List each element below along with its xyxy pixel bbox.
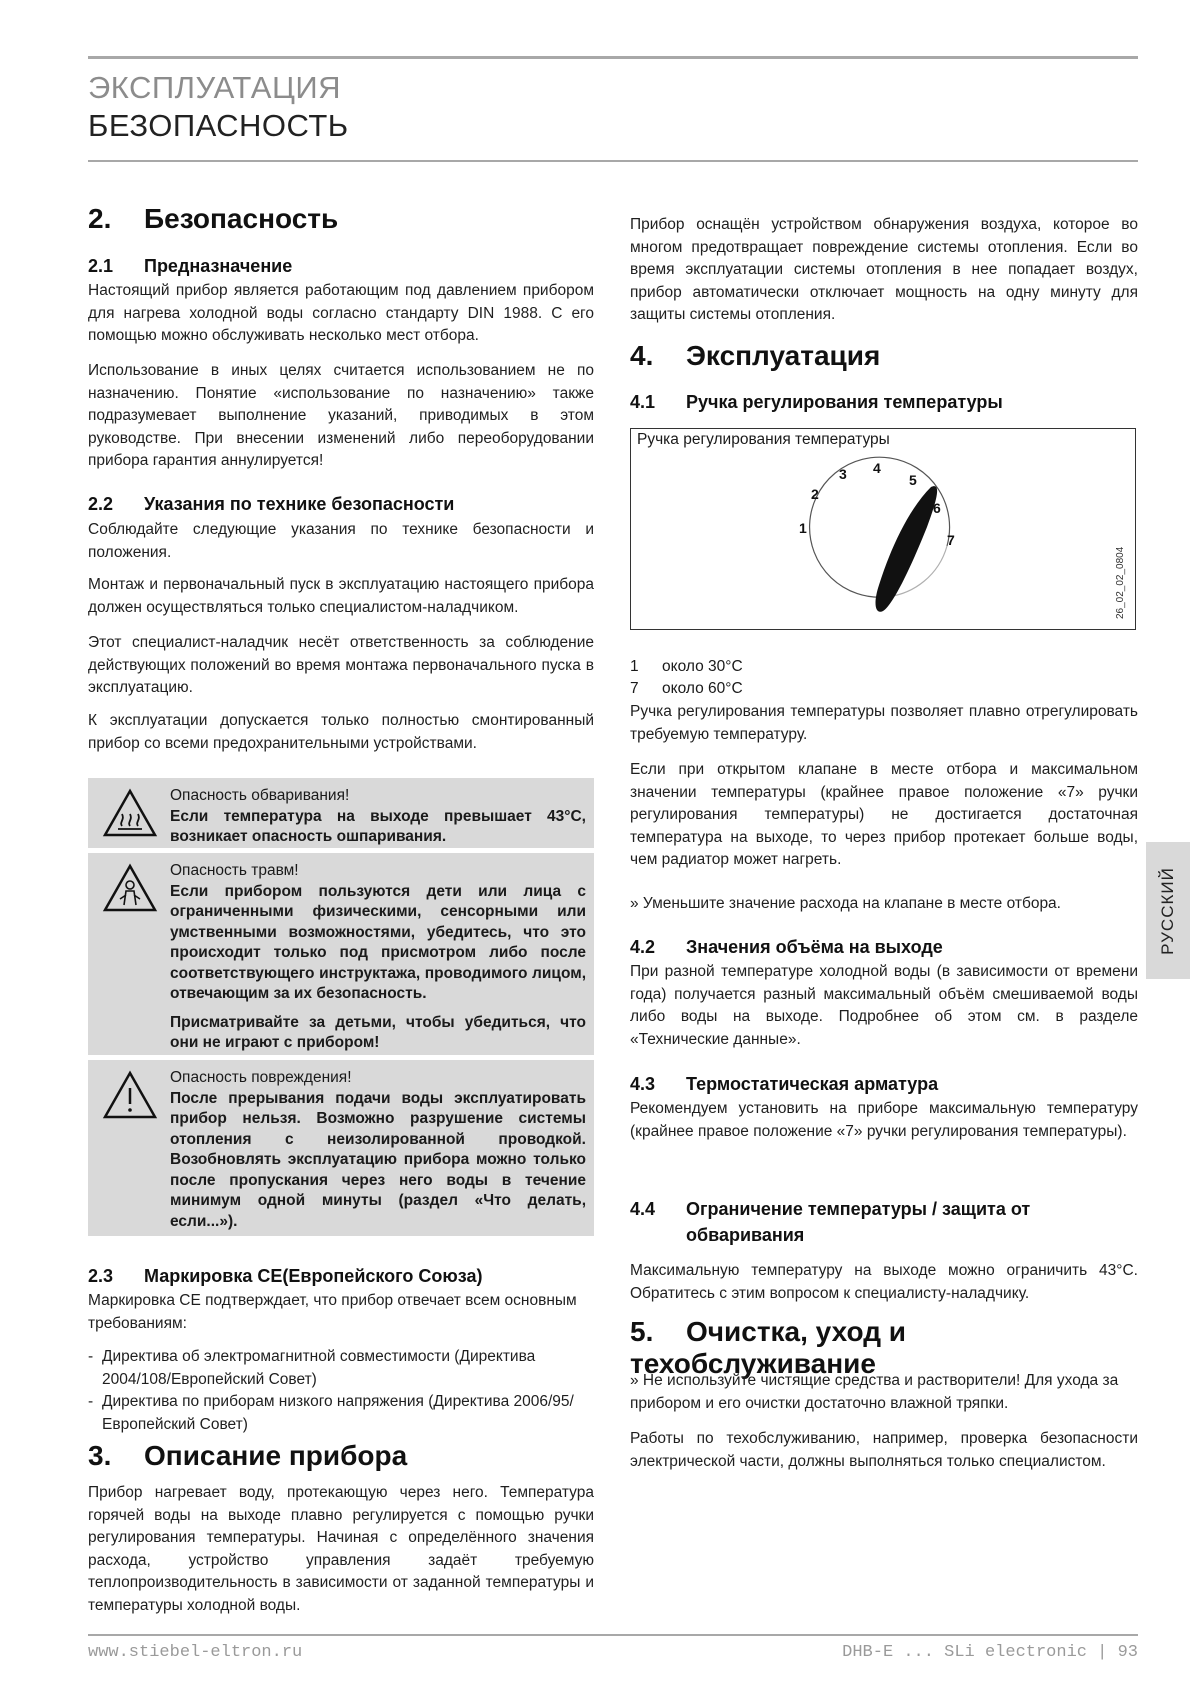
- section-4-2-paragraph-1: При разной температуре холодной воды (в зависимости от времени года) получается разный максимальный объём смешиваемой воды либо воды на выходе. Подробнее об этом см. в разделе «Технические данные».: [630, 963, 1138, 1048]
- section-4-3-heading: 4.3 Термостатическая арматура: [630, 1074, 939, 1094]
- section-5-paragraph-1: Работы по техобслуживанию, например, проверка безопасности электрической части, должны выполняться только специалистом.: [630, 1430, 1138, 1470]
- section-4-1-paragraph-1: Ручка регулирования температуры позволяет плавно отрегулировать требуемую температуру.: [630, 703, 1138, 743]
- knob-mark-7: 7: [947, 532, 955, 548]
- warning-scald: [88, 778, 594, 848]
- figure-caption: Ручка регулирования температуры: [637, 431, 890, 448]
- language-tab: РУССКИЙ: [1146, 842, 1190, 979]
- warning-injury-title: Опасность травм!: [170, 862, 299, 879]
- warning-damage-text: После прерывания подачи воды эксплуатировать прибор нельзя. Возможно разрушение системы отопления с неизолированной проводкой. Возобновлять эксплуатацию прибора можно только после пропускания через него воды в течение минимум одной минуты (раздел «Что делать, если...»).: [170, 1089, 586, 1230]
- section-5-heading: 5. Очистка, уход и техобслуживание: [630, 1316, 906, 1379]
- knob-mark-1: 1: [799, 520, 807, 536]
- section-2-1-paragraph-2: Использование в иных целях считается использованием не по назначению. Понятие «использование по назначению» также подразумевает выполнение указаний, приводимых в этом руководстве. При внесении изменений либо переоборудовании прибора гарантия аннулируется!: [88, 362, 594, 469]
- section-4-3-paragraph-1: Рекомендуем установить на приборе максимальную температуру (крайнее правое положение «7» ручки регулирования температуры).: [630, 1100, 1138, 1140]
- section-2-2-paragraph-3: Этот специалист-наладчик несёт ответственность за соблюдение действующих положений во время монтажа первоначального пуска в эксплуатацию.: [88, 634, 594, 696]
- section-4-1-instruction: » Уменьшите значение расхода на клапане в месте отбора.: [630, 895, 1061, 912]
- temperature-knob-figure: [630, 428, 1136, 630]
- knob-pointer: [876, 486, 938, 612]
- hot-surface-warning-icon: [102, 788, 158, 838]
- warning-scald-text: Если температура на выходе превышает 43°C, возникает опасность ошпаривания.: [170, 807, 586, 845]
- injury-warning-icon: [102, 863, 158, 913]
- chapter-label: ЭКСПЛУАТАЦИЯ: [88, 70, 342, 105]
- top-rule: [88, 56, 1138, 59]
- section-2-2-paragraph-1: Соблюдайте следующие указания по технике безопасности и положения.: [88, 521, 594, 561]
- section-4-heading: 4. Эксплуатация: [630, 340, 881, 371]
- section-3-paragraph-2: Прибор оснащён устройством обнаружения воздуха, которое во многом предотвращает повреждение системы отопления. Если во время эксплуатации системы отопления в нее попадает воздух, прибор автоматически отключает мощность на одну минуту для защиты системы отопления.: [630, 216, 1138, 323]
- section-4-4-heading: 4.4 Ограничение температуры / защита от обваривания: [630, 1199, 1031, 1245]
- legend-row: 1 около 30°C: [630, 658, 743, 675]
- section-2-1-paragraph-1: Настоящий прибор является работающим под давлением прибором для нагрева холодной воды согласно стандарту DIN 1988. С его помощью можно обслуживать несколько мест отбора.: [88, 282, 594, 344]
- knob-mark-3: 3: [839, 466, 847, 482]
- figure-code: 26_02_02_0804: [1115, 546, 1126, 619]
- legend-row: 7 около 60°C: [630, 680, 743, 697]
- section-2-1-heading: 2.1 Предназначение: [88, 256, 293, 276]
- figure-legend: [630, 656, 1138, 700]
- knob-mark-5: 5: [909, 472, 917, 488]
- warning-damage-title: Опасность повреждения!: [170, 1069, 352, 1086]
- section-4-4-paragraph-1: Максимальную температуру на выходе можно ограничить 43°C. Обратитесь с этим вопросом к специалисту-наладчику.: [630, 1262, 1138, 1302]
- temperature-knob-diagram: [631, 429, 1135, 629]
- warning-injury: [88, 853, 594, 1055]
- section-4-1-heading: 4.1 Ручка регулирования температуры: [630, 392, 1003, 412]
- section-3-paragraph-1: Прибор нагревает воду, протекающую через него. Температура горячей воды на выходе плавно регулируется с помощью ручки регулирования температуры. Начиная с определённого значения расхода, устройство управления задаёт требуемую теплопроизводительность в зависимости от заданной температуры и температуры холодной воды.: [88, 1484, 594, 1614]
- footer-website: www.stiebel-eltron.ru: [88, 1643, 303, 1662]
- section-2-2-heading: 2.2 Указания по технике безопасности: [88, 494, 455, 514]
- knob-mark-4: 4: [873, 460, 881, 476]
- section-4-2-heading: 4.2 Значения объёма на выходе: [630, 937, 943, 957]
- warning-injury-text: Если прибором пользуются дети или лица с ограниченными физическими, сенсорными или умственными возможностями, убедитесь, что это происходит только под присмотром либо после соответствующего инструктажа, проводимого лицом, отвечающим за их безопасность.: [170, 882, 586, 1002]
- knob-mark-6: 6: [933, 500, 941, 516]
- warning-injury-text-2: Присматривайте за детьми, чтобы убедиться, что они не играют с прибором!: [170, 1013, 586, 1051]
- directive-list: [88, 1346, 594, 1436]
- section-4-1-paragraph-2: Если при открытом клапане в месте отбора и максимальном значении температуры (крайнее правое положение «7» ручки регулирования температуры) не достигается достаточная температура на выходе, то через прибор протекает больше воды, чем радиатор может нагреть.: [630, 761, 1138, 868]
- section-2-heading: 2. Безопасность: [88, 203, 339, 234]
- section-5-instruction: » Не используйте чистящие средства и растворители! Для ухода за прибором и его очистки достаточно влажной тряпки.: [630, 1372, 1119, 1412]
- section-2-3-paragraph-1: Маркировка CE подтверждает, что прибор отвечает всем основным требованиям:: [88, 1292, 577, 1332]
- section-3-heading: 3. Описание прибора: [88, 1440, 408, 1471]
- list-item: - Директива об электромагнитной совместимости (Директива 2004/108/Европейский Совет): [88, 1346, 594, 1391]
- section-2-2-paragraph-2: Монтаж и первоначальный пуск в эксплуатацию настоящего прибора должен осуществляться только специалистом-наладчиком.: [88, 576, 594, 616]
- list-item: - Директива по приборам низкого напряжения (Директива 2006/95/Европейский Совет): [88, 1391, 594, 1436]
- knob-mark-2: 2: [811, 486, 819, 502]
- footer-product-page: DHB-E ... SLi electronic | 93: [842, 1643, 1138, 1662]
- page-title: БЕЗОПАСНОСТЬ: [88, 108, 349, 143]
- section-2-3-heading: 2.3 Маркировка CE(Европейского Союза): [88, 1266, 483, 1286]
- knob-outline: [810, 457, 950, 597]
- warning-scald-title: Опасность обваривания!: [170, 787, 350, 804]
- footer-rule: [88, 1634, 1138, 1636]
- exclamation-warning-icon: [102, 1070, 158, 1120]
- section-2-2-paragraph-4: К эксплуатации допускается только полностью смонтированный прибор со всеми предохранительными устройствами.: [88, 712, 594, 752]
- warning-damage: [88, 1060, 594, 1236]
- header-rule: [88, 160, 1138, 162]
